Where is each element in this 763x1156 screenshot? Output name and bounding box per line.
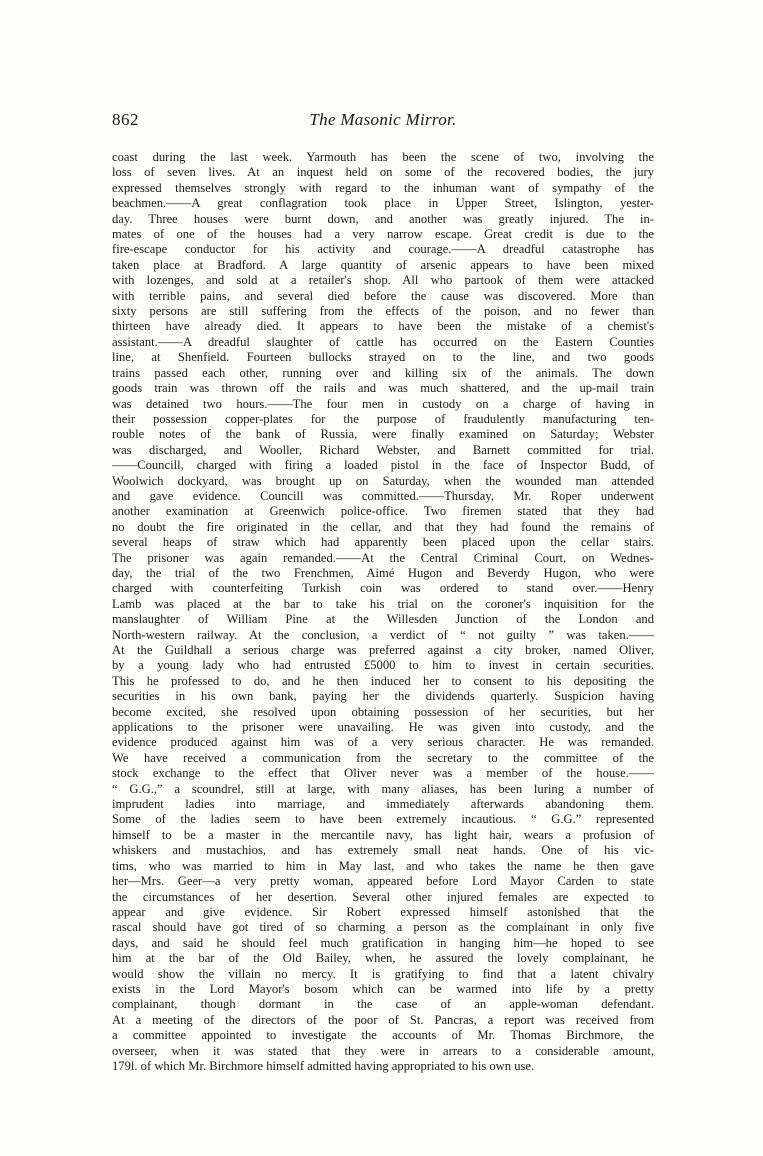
article-body	[112, 150, 654, 1074]
text-line: stock exchange to the effect that Oliver never was a member of the house.——	[112, 766, 654, 781]
text-line: become excited, she resolved upon obtaining possession of her securities, but her	[112, 704, 654, 719]
text-line: ——Councill, charged with firing a loaded pistol in the face of Inspector Budd, of	[112, 458, 654, 473]
text-line: exists in the Lord Mayor's bosom which can be warmed into life by a pretty	[112, 981, 654, 996]
text-line: days, and said he should feel much gratification in hanging him—he hoped to see	[112, 935, 654, 950]
text-line: applications to the prisoner were unavailing. He was given into custody, and the	[112, 720, 654, 735]
text-line: The prisoner was again remanded.——At the Central Criminal Court, on Wednes-	[112, 550, 654, 565]
text-line: manslaughter of William Pine at the Willesden Junction of the London and	[112, 612, 654, 627]
text-line: thirteen have already died. It appears to have been the mistake of a chemist's	[112, 319, 654, 334]
text-line: day, the trial of the two Frenchmen, Aimé Hugon and Beverdy Hugon, who were	[112, 565, 654, 580]
text-line: We have received a communication from the secretary to the committee of the	[112, 750, 654, 765]
text-line: appear and give evidence. Sir Robert expressed himself astonished that the	[112, 904, 654, 919]
text-line: day. Three houses were burnt down, and another was greatly injured. The in-	[112, 211, 654, 226]
text-line: would show the villain no mercy. It is gratifying to find that a latent chivalry	[112, 966, 654, 981]
text-line: with lozenges, and sold at a retailer's shop. All who partook of them were attacked	[112, 273, 654, 288]
page-header	[112, 110, 654, 132]
text-line: no doubt the fire originated in the cellar, and that they had found the remains of	[112, 519, 654, 534]
text-line: charged with counterfeiting Turkish coin was ordered to stand over.——Henry	[112, 581, 654, 596]
text-line: Some of the ladies seem to have been extremely incautious. “ G.G.” represented	[112, 812, 654, 827]
text-line: tims, who was married to him in May last, and who takes the name he then gave	[112, 858, 654, 873]
text-line: securities in his own bank, paying her the dividends quarterly. Suspicion having	[112, 689, 654, 704]
text-line: rouble notes of the bank of Russia, were finally examined on Saturday; Webster	[112, 427, 654, 442]
page-number: 862	[112, 110, 139, 129]
text-line: whiskers and mustachios, and has extremely small neat hands. One of his vic-	[112, 843, 654, 858]
text-line: beachmen.——A great conflagration took place in Upper Street, Islington, yester-	[112, 196, 654, 211]
text-line: overseer, when it was stated that they were in arrears to a considerable amount,	[112, 1043, 654, 1058]
text-line: loss of seven lives. At an inquest held on some of the recovered bodies, the jury	[112, 165, 654, 180]
text-line: himself to be a master in the mercantile navy, has light hair, wears a profusion of	[112, 827, 654, 842]
text-line: goods train was thrown off the rails and was much shattered, and the up-mail train	[112, 381, 654, 396]
text-line: mates of one of the houses had a very narrow escape. Great credit is due to the	[112, 227, 654, 242]
text-line: their possession copper-plates for the purpose of fraudulently manufacturing ten-	[112, 411, 654, 426]
text-line: her—Mrs. Geer—a very pretty woman, appeared before Lord Mayor Carden to state	[112, 874, 654, 889]
text-line: was discharged, and Wooller, Richard Webster, and Barnett committed for trial.	[112, 442, 654, 457]
text-line: At the Guildhall a serious charge was preferred against a city broker, named Oliver,	[112, 643, 654, 657]
text-line: 179l. of which Mr. Birchmore himself admitted having appropriated to his own use.	[112, 1058, 535, 1073]
text-line: him at the bar of the Old Bailey, when, he assured the lovely complainant, he	[112, 951, 654, 966]
text-line: a committee appointed to investigate the accounts of Mr. Thomas Birchmore, the	[112, 1028, 654, 1043]
text-line: evidence produced against him was of a very serious character. He was remanded.	[112, 735, 654, 750]
text-line: line, at Shenfield. Fourteen bullocks strayed on to the line, and two goods	[112, 350, 654, 365]
text-line: taken place at Bradford. A large quantity of arsenic appears to have been mixed	[112, 257, 654, 272]
text-line: rascal should have got tired of so charming a person as the complainant in only five	[112, 920, 654, 935]
text-line: sixty persons are still suffering from the effects of the poison, and no fewer than	[112, 304, 654, 319]
text-line: This he professed to do, and he then induced her to consent to his depositing the	[112, 673, 654, 688]
text-line: trains passed each other, running over and killing six of the animals. The down	[112, 365, 654, 380]
running-title: The Masonic Mirror.	[309, 110, 457, 129]
text-line: “ G.G.,” a scoundrel, still at large, with many aliases, has been luring a number of	[112, 781, 654, 796]
text-line: expressed themselves strongly with regard to the inhuman want of sympathy of the	[112, 180, 654, 195]
text-line: with terrible pains, and several died before the cause was discovered. More than	[112, 288, 654, 303]
text-line: fire-escape conductor for his activity and courage.——A dreadful catastrophe has	[112, 242, 654, 257]
text-line: several heaps of straw which had apparently been placed upon the cellar stairs.	[112, 535, 654, 550]
text-line: and gave evidence. Councill was committed.——Thursday, Mr. Roper underwent	[112, 488, 654, 503]
text-line: by a young lady who had entrusted £5000 to him to invest in certain securities.	[112, 658, 654, 673]
text-line: Lamb was placed at the bar to take his trial on the coroner's inquisition for the	[112, 596, 654, 611]
text-line: coast during the last week. Yarmouth has been the scene of two, involving the	[112, 150, 654, 164]
text-line: another examination at Greenwich police-office. Two firemen stated that they had	[112, 504, 654, 519]
text-line: At a meeting of the directors of the poor of St. Pancras, a report was received from	[112, 1012, 654, 1027]
text-line: North-western railway. At the conclusion, a verdict of “ not guilty ” was taken.——	[112, 627, 654, 642]
text-line: complainant, though dormant in the case of an apple-woman defendant.	[112, 997, 654, 1012]
text-line: imprudent ladies into marriage, and immediately afterwards abandoning them.	[112, 797, 654, 812]
text-line: was detained two hours.——The four men in custody on a charge of having in	[112, 396, 654, 411]
text-line: Woolwich dockyard, was brought up on Saturday, when the wounded man attended	[112, 473, 654, 488]
text-line: the circumstances of her desertion. Several other injured females are expected to	[112, 889, 654, 904]
text-line: assistant.——A dreadful slaughter of cattle has occurred on the Eastern Counties	[112, 334, 654, 349]
